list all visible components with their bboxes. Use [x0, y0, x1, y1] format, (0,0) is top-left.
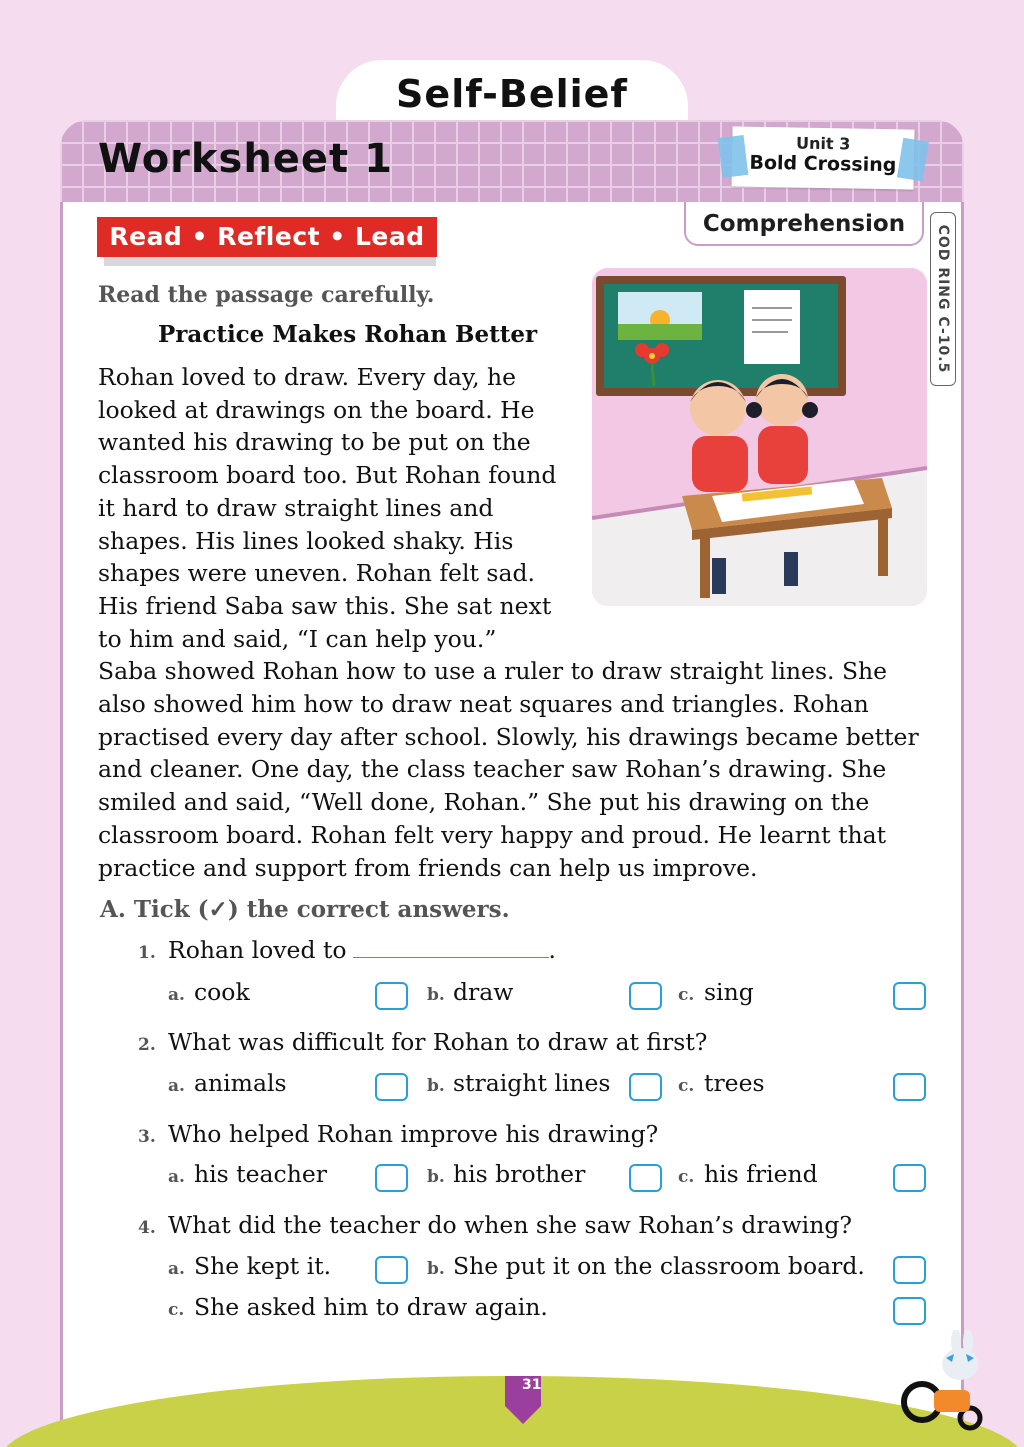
- passage-text: Rohan loved to draw. Every day, he looked at drawings on the board. He wanted his drawing to be put on the classroom board too. But Rohan found it hard to draw straight lines and shapes. His lines looked shaky. His shapes were uneven. Rohan felt sad. His friend Saba saw this. She sat next to him and said, “I can help you.” Saba showed Rohan how to use a ruler to draw straight lines. She also showed him how to draw neat squares and triangles. Rohan practised every day after school. Slowly, his drawings became better and cleaner. One day, the class teacher saw Rohan’s drawing. She smiled and said, “Well done, Rohan.” She put his drawing on the classroom board. Rohan felt very happy and proud. He learnt that practice and support from friends can help us improve.: [98, 363, 919, 882]
- question-text: Rohan loved to: [168, 936, 347, 964]
- option-1b: [427, 978, 513, 1006]
- checkbox-2b[interactable]: [629, 1073, 662, 1101]
- question-number: 3.: [138, 1127, 156, 1147]
- question-number: 4.: [138, 1218, 156, 1238]
- comprehension-tab: Comprehension: [684, 202, 924, 246]
- code-ring-label: COD RING C-10.5: [935, 224, 951, 374]
- option-letter: c.: [678, 1167, 695, 1187]
- option-2c: [678, 1069, 765, 1097]
- bunny-on-tricycle-icon: [894, 1330, 1004, 1440]
- checkbox-1a[interactable]: [375, 982, 408, 1010]
- question-end: .: [548, 936, 557, 964]
- option-letter: a.: [168, 1076, 185, 1096]
- option-letter: b.: [427, 1076, 445, 1096]
- option-text: She kept it.: [194, 1252, 332, 1280]
- checkbox-4b[interactable]: [893, 1256, 926, 1284]
- checkbox-4a[interactable]: [375, 1256, 408, 1284]
- option-text: his friend: [704, 1160, 818, 1188]
- option-2a: [168, 1069, 287, 1097]
- option-letter: c.: [678, 985, 695, 1005]
- option-letter: b.: [427, 985, 445, 1005]
- page-title: Self-Belief: [396, 72, 628, 116]
- unit-name: Bold Crossing: [749, 151, 897, 177]
- option-letter: a.: [168, 1167, 185, 1187]
- option-3c: [678, 1160, 818, 1188]
- option-4c: [168, 1293, 548, 1321]
- option-4a: [168, 1252, 331, 1280]
- unit-label: Unit 3: [795, 133, 851, 154]
- code-ring-tag: [930, 212, 956, 386]
- option-letter: c.: [678, 1076, 695, 1096]
- option-letter: a.: [168, 985, 185, 1005]
- option-text: trees: [704, 1069, 765, 1097]
- option-text: animals: [194, 1069, 287, 1097]
- option-text: straight lines: [453, 1069, 611, 1097]
- checkbox-3a[interactable]: [375, 1164, 408, 1192]
- option-text: his teacher: [194, 1160, 327, 1188]
- question-number: 2.: [138, 1035, 156, 1055]
- worksheet-title: Worksheet 1: [98, 136, 393, 182]
- option-letter: b.: [427, 1167, 445, 1187]
- checkbox-3c[interactable]: [893, 1164, 926, 1192]
- option-3b: [427, 1160, 585, 1188]
- question-number: 1.: [138, 943, 156, 963]
- question-4: [138, 1211, 852, 1239]
- checkbox-2a[interactable]: [375, 1073, 408, 1101]
- checkbox-1b[interactable]: [629, 982, 662, 1010]
- exercise-label: A.: [100, 896, 126, 923]
- option-letter: a.: [168, 1259, 185, 1279]
- passage-instruction: Read the passage carefully.: [98, 282, 435, 308]
- panel-border-left: [60, 202, 63, 1447]
- classroom-illustration: [592, 268, 927, 606]
- unit-card: [731, 126, 914, 189]
- question-3: [138, 1120, 658, 1148]
- option-text: his brother: [453, 1160, 586, 1188]
- option-letter: b.: [427, 1259, 445, 1279]
- option-text: She asked him to draw again.: [194, 1293, 548, 1321]
- option-3a: [168, 1160, 327, 1188]
- option-text: draw: [453, 978, 514, 1006]
- question-text: What did the teacher do when she saw Rohan’s drawing?: [168, 1211, 852, 1239]
- option-1c: [678, 978, 754, 1006]
- question-text: Who helped Rohan improve his drawing?: [168, 1120, 659, 1148]
- passage-title: Practice Makes Rohan Better: [158, 321, 538, 348]
- question-2: [138, 1028, 707, 1056]
- checkbox-4c[interactable]: [893, 1297, 926, 1325]
- option-2b: [427, 1069, 611, 1097]
- exercise-instruction: Tick (✓) the correct answers.: [133, 896, 510, 923]
- option-text: sing: [704, 978, 754, 1006]
- panel-border-right: [961, 202, 964, 1447]
- option-1a: [168, 978, 250, 1006]
- exercise-a-heading: [100, 896, 510, 923]
- option-text: She put it on the classroom board.: [453, 1252, 865, 1280]
- question-text: What was difficult for Rohan to draw at first?: [168, 1028, 708, 1056]
- option-text: cook: [194, 978, 250, 1006]
- option-letter: c.: [168, 1300, 185, 1320]
- answer-blank[interactable]: [353, 936, 549, 958]
- option-4b: [427, 1252, 865, 1280]
- checkbox-3b[interactable]: [629, 1164, 662, 1192]
- question-1: [138, 936, 556, 964]
- checkbox-2c[interactable]: [893, 1073, 926, 1101]
- tape-left: [718, 135, 749, 178]
- page-number: 31: [522, 1377, 542, 1393]
- checkbox-1c[interactable]: [893, 982, 926, 1010]
- read-reflect-lead-ribbon: Read • Reflect • Lead: [97, 217, 437, 257]
